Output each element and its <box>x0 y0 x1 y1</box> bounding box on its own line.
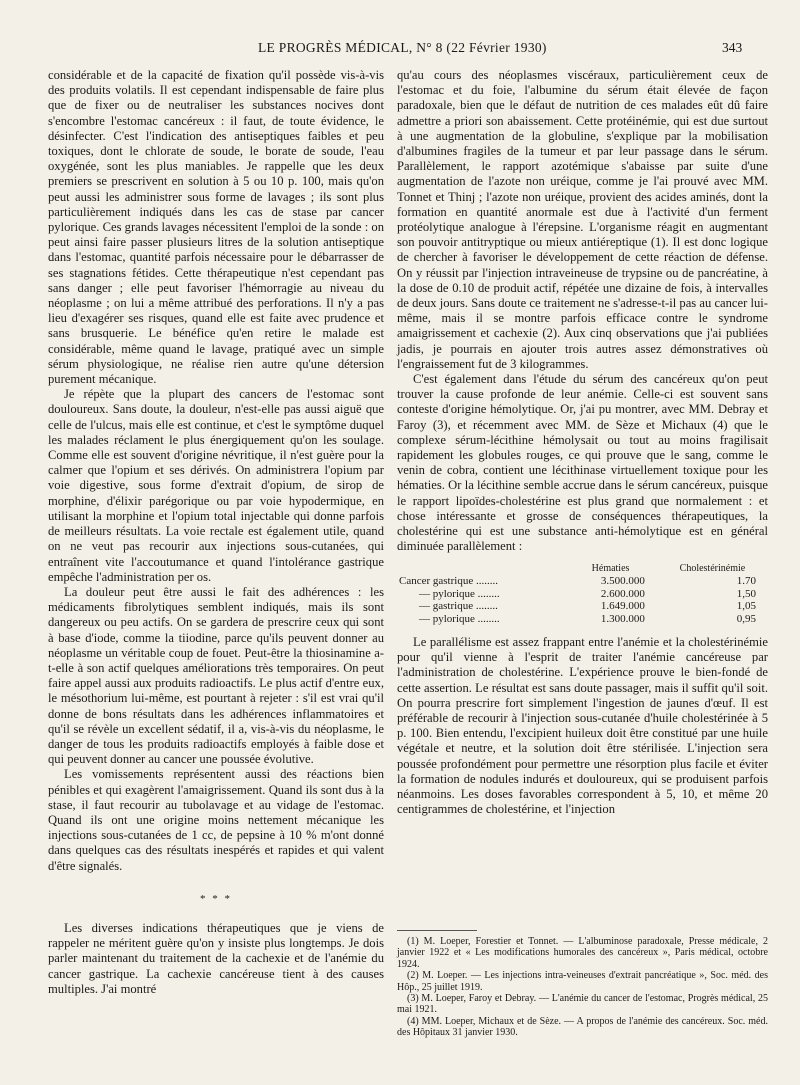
footnotes <box>397 936 768 1039</box>
table-row <box>397 588 768 601</box>
paragraph: Le parallélisme est assez frappant entre l'anémie et la cholestérinémie pour qu'il vienne à l'esprit de traiter l'anémie cancéreuse par l'administration de cholestérine. L'expérience prouve le bien-fondé de cette assertion. Le résultat est sans doute passager, mais il suffit qu'il soit. On pourra prescrire fort simplement l'ingestion de jaunes d'œuf. Il est préférable de recourir à l'injection sous-cutanée d'huile cholestérinée à 5 p. 100. Bien entendu, l'excipient huileux doit être constitué par une huile végétale et neutre, et la solution doit être stérilisée. L'injection sera poussée profondément pour permettre une résorption plus facile et éviter la formation de nodules indurés et douloureux, qui se produisent parfois néanmoins. Les doses favorables correspondent à 5, 10, et même 20 centigrammes de cholestérine, et l'injection <box>397 635 768 817</box>
paragraph: Je répète que la plupart des cancers de l'estomac sont douloureux. Sans doute, la douleur, n'est-elle pas aussi aiguë que celle de l'ulcus, mais elle est continue, et c'est le symptôme duquel les malades réclament le plus énergiquement qu'on les soulage. Comme elle est souvent d'origine névritique, il n'est guère pour la calmer que l'opium et ses dérivés. On administrera l'opium par voie digestive, sous forme d'extrait d'opium, de sirop de morphine, d'élixir parégorique ou par voie hypodermique, en utilisant la morphine et l'opium total injectable qui donne parfois de meilleurs résultats. La voie rectale est également utile, quand on ne veut pas recourir aux injections sous-cutanées, qui entraînent vite l'accoutumance et quand l'intolérance gastrique empêche l'administration per os. <box>48 387 384 584</box>
paragraph: C'est également dans l'étude du sérum des cancéreux qu'on peut trouver la cause profonde de leur anémie. Celle-ci est souvent sans conteste d'origine hémolytique. Or, j'ai pu montrer, avec MM. Debray et Faroy (3), et récemment avec MM. de Sèze et Michaux (4) que le complexe sérum-lécithine hémolysait ou tout au moins fragilisait rapidement les globules rouges, ce qui prouve que le sang, comme le venin de cobra, contient une lécithinase virtuellement toxique pour les hématies. Or la lécithine semble accrue dans le sérum cancéreux, puisque le rapport lipoïdes-cholestérine est plus grand que normalement : et chose intéressante et grosse de conséquences thérapeutiques, la cholestérine qui est une substance anti-hémolytique est en général diminuée parallèlement : <box>397 372 768 554</box>
table-cell: 1,50 <box>736 587 756 600</box>
left-column <box>48 68 384 997</box>
footnote: (4) MM. Loeper, Michaux et de Sèze. — A propos de l'anémie des cancéreux. Soc. méd. des Hôpitaux 31 janvier 1930. <box>397 1015 768 1039</box>
footnotes-divider <box>397 930 477 931</box>
table-header: Cholestérinémie <box>679 562 746 574</box>
footnote: (2) M. Loeper. — Les injections intra-veineuses d'extrait pancréatique », Soc. méd. des Hôp., 25 juillet 1919. <box>397 970 768 993</box>
table-cell: 3.500.000 <box>600 575 645 587</box>
paragraph: Les vomissements représentent aussi des réactions bien pénibles et qui exagèrent l'amaigrissement. Quand ils sont dus à la stase, il faut recourir au tubolavage et au vidage de l'estomac. Quand ils ont une origine moins nettement mécanique les injections sous-cutanées de 1 cc, de pepsine à 10 % m'ont donné dans quelques cas des résultats inespérés et rapides et qui valent d'être signalés. <box>48 767 384 873</box>
table-header: Hématies <box>591 562 630 574</box>
footnote: (3) M. Loeper, Faroy et Debray. — L'anémie du cancer de l'estomac, Progrès médical, 25 mai 1921. <box>397 993 768 1016</box>
hematology-table <box>397 563 768 626</box>
table-cell: 1.70 <box>736 575 756 587</box>
section-asterism: * * * <box>200 892 232 905</box>
table-header <box>397 563 564 576</box>
paragraph: La douleur peut être aussi le fait des adhérences : les médicaments fibrolytiques semblent indiqués, mais ils sont dangereux ou peu actifs. On se gardera de prescrire ceux qui sont à base d'iode, comme la tiiodine, parce qu'ils peuvent donner au néoplasme un véritable coup de fouet. Peut-être la thiosinamine a-t-elle à son actif quelques améliorations très temporaires. On peut faire appel aussi aux produits radioactifs. Le plus actif d'entre eux, le mésothorium lui-même, est pourtant à rejeter : s'il est vrai qu'il donne de bons résultats dans les adhérences inflammatoires et qu'il se révèle un excellent sédatif, il a, vis-à-vis du néoplasme, le danger de tous les produits radioactifs employés à faible dose et qui peuvent donner au cancer une poussée évolutive. <box>48 584 384 767</box>
table-header-row <box>397 563 768 576</box>
table-cell: 1.300.000 <box>600 612 645 625</box>
page-number: 343 <box>722 40 743 55</box>
table-row <box>397 575 768 588</box>
table-cell: — pylorique ........ <box>419 612 500 625</box>
paragraph: Les diverses indications thérapeutiques que je viens de rappeler ne méritent guère qu'on y insiste plus longtemps. Je dois parler maintenant du traitement de la cachexie et de l'anémie du cancer gastrique. La cachexie cancéreuse tient à des causes multiples. J'ai montré <box>48 920 384 996</box>
table-cell: 2.600.000 <box>600 587 645 600</box>
table-cell: — pylorique ........ <box>419 587 500 600</box>
running-title: LE PROGRÈS MÉDICAL, N° 8 (22 Février 1930) <box>258 40 547 55</box>
table-cell: 1.649.000 <box>600 600 645 612</box>
paragraph: considérable et de la capacité de fixation qu'il possède vis-à-vis des produits volatils. Il est cependant indispensable de faire plus que de fixer ou de neutraliser les substances nocives dont s'encombre l'estomac cancéreux : il faut, de toute évidence, le désinfecter. C'est l'indication des antiseptiques faibles et peu toxiques, dont le chlorate de soude, le borate de soude, l'eau oxygénée, sont les plus maniables. Je rappelle que les deux premiers se prescrivent en solution à 5 ou 10 p. 100, mais qu'on peut aussi les administrer sous forme de lavages ; ils sont plus particulièrement indiqués dans les cas de stase par cancer pylorique. Ces grands lavages nécessitent l'emploi de la sonde : on peut ainsi faire passer plusieurs litres de la solution antiseptique dans l'estomac, quantité parfois nécessaire pour le débarrasser de ses stagnations fétides. Cette thérapeutique n'est cependant pas sans danger ; elle peut favoriser l'hémorragie au niveau du néoplasme ; on lui a même attribué des perforations. Il n'y a pas lieu d'exagérer ses risques, quand elle est faite avec prudence et sans brusquerie. Le bénéfice qu'en retire le malade est considérable, même quand le lavage, pratiqué avec un simple sérum physiologique, ne réalise rien autre qu'une détersion purement mécanique. <box>48 68 384 387</box>
paragraph: qu'au cours des néoplasmes viscéraux, particulièrement ceux de l'estomac et du foie, l'albumine du sérum était élevée de façon paradoxale, bien que le défaut de nutrition de ces malades eût dû faire admettre a priori son abaissement. Cette protéinémie, qui est due surtout à une augmentation de la globuline, s'explique par la mobilisation d'albumines fragiles de la tumeur et par leur passage dans le sérum. Parallèlement, le rapport azotémique s'abaisse par suite d'une augmentation de l'azote non uréique, comme je l'ai prouvé avec MM. Tonnet et Thinj ; l'azote non uréique, provient des acides aminés, dont la formation en quantité anormale est due à l'activité d'un ferment protéolytique analogue à l'érepsine. L'organisme réagit en augmentant son pouvoir antitryptique ou mieux antiéreptique (1). Il est donc logique de chercher à favoriser le développement de cette réaction de défense. On y réussit par l'injection intraveineuse de trypsine ou de pancréatine, à la dose de 0.10 de produit actif, répétée une dizaine de fois, à intervalles de deux jours. Sans doute ce traitement ne s'adresse-t-il pas au cancer lui-même, mais il se montre parfois efficace contre le syndrome amaigrissement et cachexie (2). Aux cinq observations que j'ai publiées jadis, je pourrais en ajouter trois autres assez démonstratives où l'engraissement fut de 3 kilogrammes. <box>397 68 768 371</box>
table-cell: 0,95 <box>736 612 756 625</box>
footnote: (1) M. Loeper, Forestier et Tonnet. — L'albuminose paradoxale, Presse médicale, 2 janvier 1922 et « Les modifications humorales des cancéreux », Paris médical, octobre 1924. <box>397 936 768 970</box>
table-cell: — gastrique ........ <box>419 600 498 612</box>
table-row <box>397 613 768 626</box>
table-cell: 1,05 <box>736 600 756 612</box>
table-row <box>397 600 768 613</box>
right-column <box>397 68 768 817</box>
table-cell: Cancer gastrique ........ <box>399 575 498 587</box>
page-header <box>0 40 800 60</box>
